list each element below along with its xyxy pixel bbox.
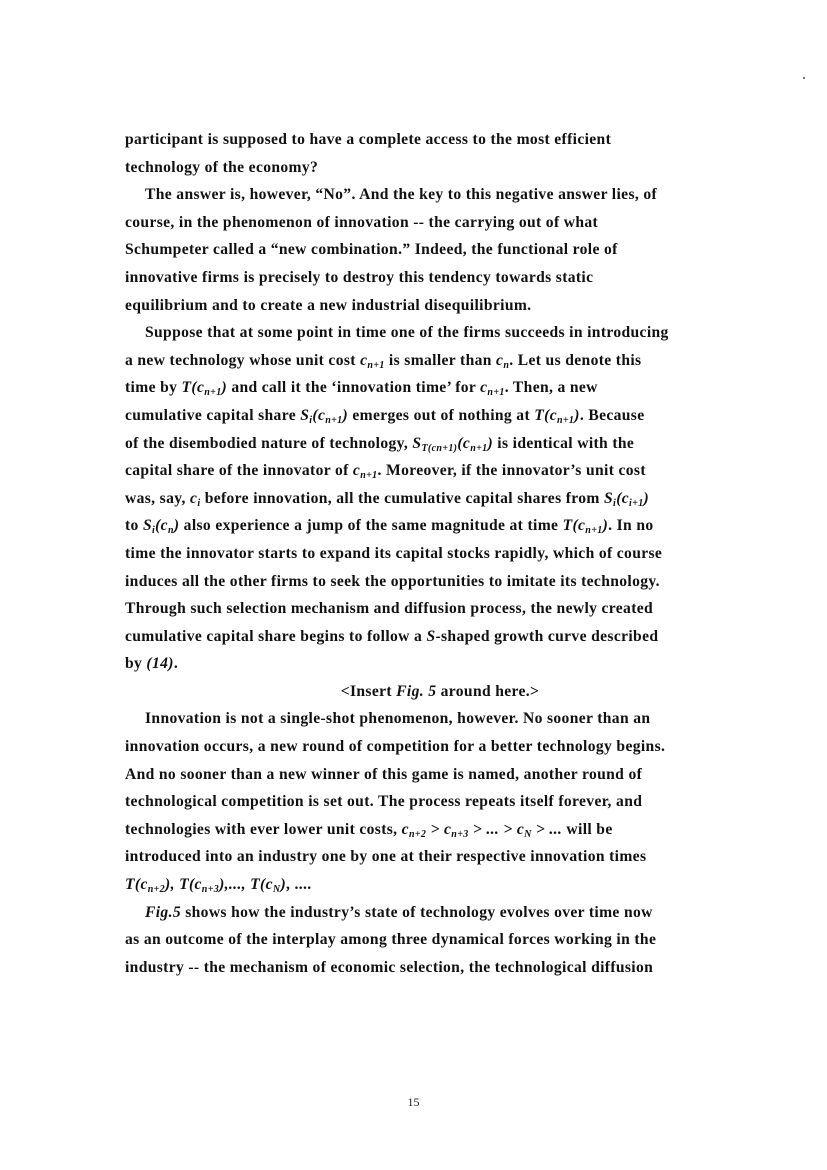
math-c-i: $c_i$ [190, 489, 201, 509]
p4-line-5: technologies with ever lower unit costs, $c_{n+2} > c_{n+3}$ > ... > $c_N$ > ... will be [125, 820, 613, 840]
p3-line-6: capital share of the innovator of $c_{n+1}$. Moreover, if the innovator’s unit cost [125, 462, 646, 482]
p4-line-1: Innovation is not a single-shot phenomenon, however. No sooner than an [145, 710, 651, 728]
p3-line-5: of the disembodied nature of technology, $S_{T(cn+1)}(c_{n+1})$ is identical with the [125, 434, 635, 454]
math-S-Tcn1-cn1: $S_{T(cn+1)}(c_{n+1})$ [412, 434, 494, 454]
math-T-cn1: $T(c_{n+1})$ [562, 517, 609, 537]
math-c-n1: $c_{n+1}$ [360, 351, 385, 371]
math-cost-sequence: $c_{n+2} > c_{n+3}$ > ... > $c_N$ > ... [401, 820, 563, 840]
scan-speck [803, 77, 805, 79]
p4-line-7: $T(c_{n+2})$, $T(c_{n+3})$,..., $T(c_N)$, .... [125, 876, 312, 896]
p3-line-3: time by $T(c_{n+1})$ and call it the ‘innovation time’ for $c_{n+1}$. Then, a new [125, 379, 598, 399]
p4-line-4: technological competition is set out. The process repeats itself forever, and [125, 793, 643, 811]
p2-line-3: Schumpeter called a “new combination.” Indeed, the functional role of [125, 241, 618, 259]
figure-reference: Fig.5 [145, 903, 181, 921]
p2-line-1: The answer is, however, “No”. And the key to this negative answer lies, of [145, 186, 658, 204]
equation-reference: (14) [146, 655, 174, 673]
p3-line-4: cumulative capital share $S_i(c_{n+1})$ emerges out of nothing at $T(c_{n+1})$. Because [125, 406, 645, 426]
p3-line-12: cumulative capital share begins to follow a S-shaped growth curve described [125, 627, 659, 645]
math-innovation-times: $T(c_{n+2})$, $T(c_{n+3})$,..., $T(c_N)$ [125, 876, 286, 896]
p3-line-13: by (14). [125, 655, 179, 673]
math-S-i-cn1: $S_i(c_{n+1})$ [300, 406, 349, 426]
p4-line-6: introduced into an industry one by one at their respective innovation times [125, 848, 647, 866]
p3-line-10: induces all the other firms to seek the opportunities to imitate its technology. [125, 572, 660, 590]
p2-line-4: innovative firms is precisely to destroy this tendency towards static [125, 268, 594, 286]
math-T-cn1: $T(c_{n+1})$ [181, 379, 228, 399]
body-text [125, 126, 755, 981]
math-S-i-cn: $S_i(c_n)$ [142, 517, 180, 537]
p2-line-5: equilibrium and to create a new industrial disequilibrium. [125, 296, 532, 314]
page-number: 15 [407, 1095, 420, 1109]
figure-reference: Fig. 5 [396, 682, 437, 700]
math-c-n1: $c_{n+1}$ [480, 379, 505, 399]
p4-line-3: And no sooner than a new winner of this game is named, another round of [125, 765, 643, 783]
math-S-shape: S [426, 627, 436, 645]
math-T-cn1: $T(c_{n+1})$ [534, 406, 580, 426]
figure-insert-note: <Insert Fig. 5 around here.> [340, 682, 540, 700]
p3-line-7: was, say, $c_i$ before innovation, all the cumulative capital shares from $S_i(c_{i+1})$ [125, 489, 650, 509]
p5-line-3: industry -- the mechanism of economic selection, the technological diffusion [125, 958, 654, 976]
p3-line-11: Through such selection mechanism and diffusion process, the newly created [125, 600, 654, 618]
p4-line-2: innovation occurs, a new round of competition for a better technology begins. [125, 738, 666, 756]
p5-line-2: as an outcome of the interplay among three dynamical forces working in the [125, 931, 657, 949]
p3-line-2: a new technology whose unit cost $c_{n+1}$ is smaller than $c_n$. Let us denote this [125, 351, 642, 371]
math-c-n1: $c_{n+1}$ [352, 462, 378, 482]
p1-line-2: technology of the economy? [125, 158, 319, 176]
math-S-i-ci1: $S_i(c_{i+1})$ [604, 489, 650, 509]
p2-line-2: course, in the phenomenon of innovation -- the carrying out of what [125, 213, 599, 231]
p1-line-1: participant is supposed to have a complete access to the most efficient [125, 131, 612, 148]
p3-line-1: Suppose that at some point in time one of the firms succeeds in introducing [145, 324, 669, 342]
math-c-n: $c_n$ [496, 351, 510, 371]
p3-line-8: to $S_i(c_n)$ also experience a jump of the same magnitude at time $T(c_{n+1})$. In no [125, 517, 654, 537]
p3-line-9: time the innovator starts to expand its capital stocks rapidly, which of course [125, 544, 663, 562]
p5-line-1: Fig.5 shows how the industry’s state of technology evolves over time now [145, 903, 653, 921]
